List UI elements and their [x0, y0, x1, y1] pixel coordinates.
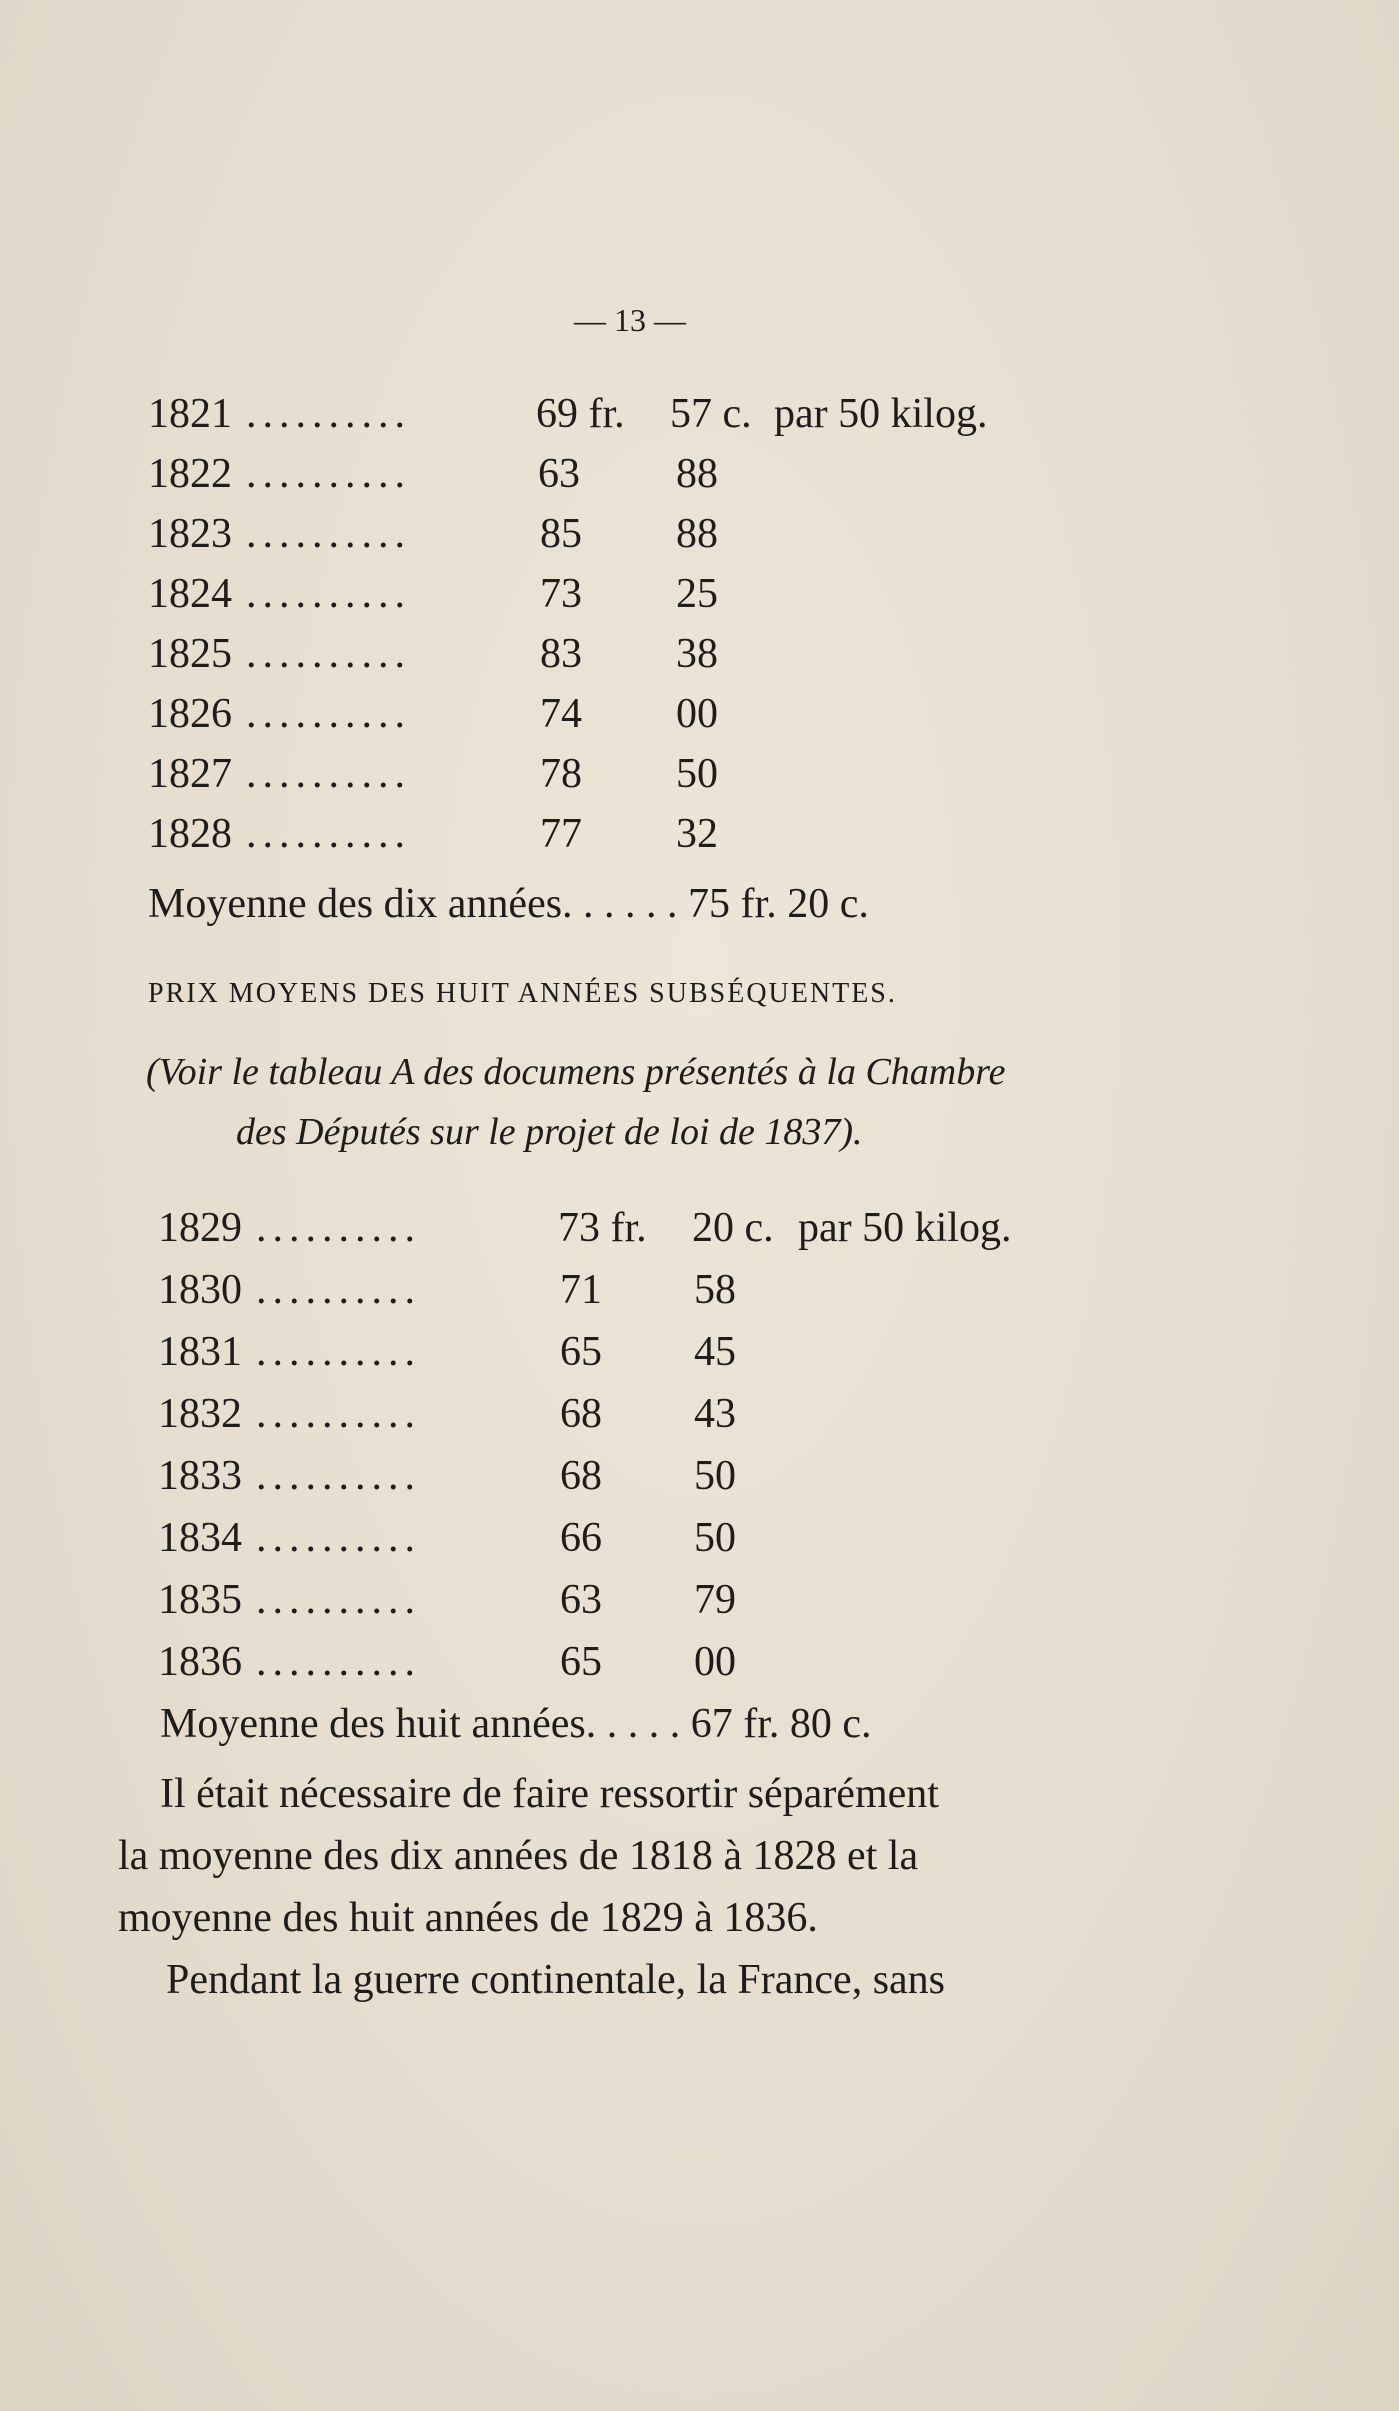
year-cell: 1834: [158, 1515, 242, 1561]
centimes-cell: 57 c.: [670, 391, 752, 437]
leader-dots: ..........: [246, 391, 411, 437]
leader-dots: ..........: [246, 451, 411, 497]
leader-dots: ..........: [256, 1329, 421, 1375]
leader-dots: ..........: [246, 631, 411, 677]
francs-cell: 77: [540, 811, 582, 857]
year-cell: 1825: [148, 631, 232, 677]
centimes-cell: 58: [694, 1267, 736, 1313]
year-cell: 1826: [148, 691, 232, 737]
centimes-cell: 88: [676, 511, 718, 557]
note-line-1: (Voir le tableau A des documens présentés à la Chambre: [146, 1051, 1006, 1093]
leader-dots: ..........: [256, 1577, 421, 1623]
francs-cell: 66: [560, 1515, 602, 1561]
paragraph-line-1: Il était nécessaire de faire ressortir séparément: [160, 1771, 939, 1817]
paragraph-line-2: la moyenne des dix années de 1818 à 1828 et la: [118, 1833, 919, 1879]
leader-dots: ..........: [256, 1639, 421, 1685]
francs-cell: 68: [560, 1391, 602, 1437]
leader-dots: ..........: [246, 511, 411, 557]
francs-cell: 68: [560, 1453, 602, 1499]
francs-cell: 78: [540, 751, 582, 797]
centimes-cell: 20 c.: [692, 1205, 774, 1251]
leader-dots: ..........: [256, 1205, 421, 1251]
centimes-cell: 43: [694, 1391, 736, 1437]
leader-dots: ..........: [246, 571, 411, 617]
centimes-cell: 38: [676, 631, 718, 677]
centimes-cell: 45: [694, 1329, 736, 1375]
year-cell: 1833: [158, 1453, 242, 1499]
francs-cell: 69 fr.: [536, 391, 625, 437]
year-cell: 1824: [148, 571, 232, 617]
unit-note: par 50 kilog.: [798, 1205, 1012, 1251]
francs-cell: 63: [560, 1577, 602, 1623]
leader-dots: ..........: [256, 1515, 421, 1561]
average-line: Moyenne des dix années. . . . . . 75 fr. 20 c.: [148, 881, 869, 927]
leader-dots: ..........: [256, 1391, 421, 1437]
year-cell: 1821: [148, 391, 232, 437]
leader-dots: ..........: [246, 751, 411, 797]
centimes-cell: 88: [676, 451, 718, 497]
leader-dots: ..........: [246, 811, 411, 857]
francs-cell: 71: [560, 1267, 602, 1313]
year-cell: 1827: [148, 751, 232, 797]
year-cell: 1830: [158, 1267, 242, 1313]
year-cell: 1828: [148, 811, 232, 857]
francs-cell: 65: [560, 1329, 602, 1375]
year-cell: 1832: [158, 1391, 242, 1437]
year-cell: 1823: [148, 511, 232, 557]
francs-cell: 83: [540, 631, 582, 677]
francs-cell: 73 fr.: [558, 1205, 647, 1251]
paragraph-line-3: moyenne des huit années de 1829 à 1836.: [118, 1895, 818, 1941]
paragraph-line-4: Pendant la guerre continentale, la France, sans: [166, 1957, 946, 2003]
page-number: — 13 —: [574, 302, 686, 338]
centimes-cell: 00: [694, 1639, 736, 1685]
year-cell: 1831: [158, 1329, 242, 1375]
centimes-cell: 79: [694, 1577, 736, 1623]
centimes-cell: 50: [694, 1453, 736, 1499]
centimes-cell: 00: [676, 691, 718, 737]
section-heading: PRIX MOYENS DES HUIT ANNÉES SUBSÉQUENTES.: [148, 978, 897, 1009]
francs-cell: 74: [540, 691, 582, 737]
year-cell: 1829: [158, 1205, 242, 1251]
leader-dots: ..........: [246, 691, 411, 737]
centimes-cell: 50: [676, 751, 718, 797]
francs-cell: 73: [540, 571, 582, 617]
year-cell: 1835: [158, 1577, 242, 1623]
average-line: Moyenne des huit années. . . . . 67 fr. 80 c.: [160, 1701, 872, 1747]
note-line-2: des Députés sur le projet de loi de 1837).: [236, 1111, 863, 1153]
centimes-cell: 25: [676, 571, 718, 617]
francs-cell: 65: [560, 1639, 602, 1685]
centimes-cell: 50: [694, 1515, 736, 1561]
year-cell: 1836: [158, 1639, 242, 1685]
francs-cell: 85: [540, 511, 582, 557]
francs-cell: 63: [538, 451, 580, 497]
leader-dots: ..........: [256, 1267, 421, 1313]
leader-dots: ..........: [256, 1453, 421, 1499]
year-cell: 1822: [148, 451, 232, 497]
centimes-cell: 32: [676, 811, 718, 857]
unit-note: par 50 kilog.: [774, 391, 988, 437]
